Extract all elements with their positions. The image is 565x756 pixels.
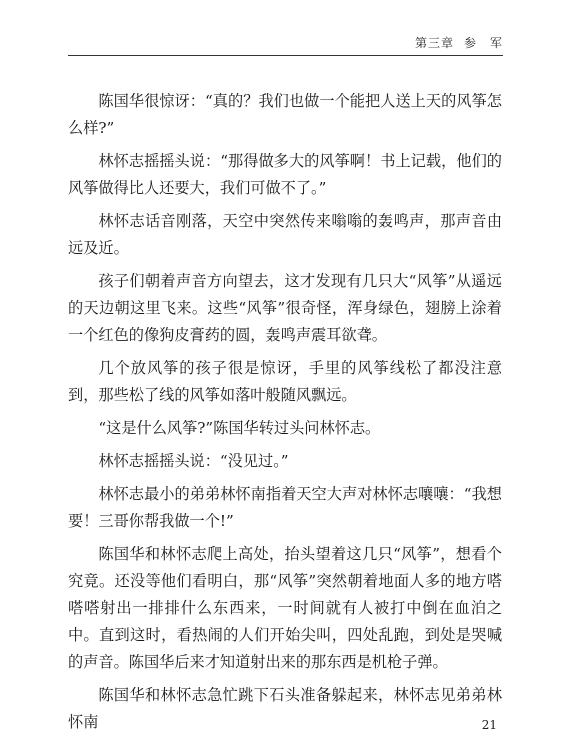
paragraph: 几个放风筝的孩子很是惊讶，手里的风筝线松了都没注意到，那些松了线的风筝如落叶般随风飘远。 <box>68 359 502 404</box>
chapter-number: 第三章 <box>414 36 454 50</box>
body-text <box>68 88 502 742</box>
chapter-title: 参 军 <box>463 36 503 50</box>
paragraph: 陈国华和林怀志爬上高处，抬头望着这几只“风筝”，想看个究竟。还没等他们看明白，那“风筝”突然朝着地面人多的地方嗒嗒嗒射出一排排什么东西来，一时间就有人被打中倒在血泊之中。直到这时，看热闹的人们开始尖叫，四处乱跑，到处是哭喊的声音。陈国华后来才知道射出来的那东西是机枪子弹。 <box>68 545 502 671</box>
paragraph: 孩子们朝着声音方向望去，这才发现有几只大“风筝”从遥远的天边朝这里飞来。这些“风筝”很奇怪，浑身绿色，翅膀上涂着一个红色的像狗皮膏药的圆，轰鸣声震耳欲聋。 <box>68 272 502 344</box>
page-number: 21 <box>481 718 497 732</box>
paragraph: 陈国华很惊讶：“真的？我们也做一个能把人送上天的风筝怎么样?” <box>68 92 502 137</box>
running-header <box>415 34 503 51</box>
paragraph: “这是什么风筝?”陈国华转过头问林怀志。 <box>98 419 381 437</box>
header-rule <box>68 55 503 56</box>
paragraph: 林怀志摇摇头说：“那得做多大的风筝啊！书上记载，他们的风筝做得比人还要大，我们可做不了。” <box>68 152 502 197</box>
paragraph: 林怀志最小的弟弟林怀南指着天空大声对林怀志嚷嚷：“我想要！三哥你帮我做一个!” <box>68 485 502 530</box>
paragraph: 林怀志摇摇头说：“没见过。” <box>98 452 289 470</box>
paragraph: 林怀志话音刚落，天空中突然传来嗡嗡的轰鸣声，那声音由远及近。 <box>68 212 502 257</box>
paragraph: 陈国华和林怀志急忙跳下石头准备躲起来，林怀志见弟弟林怀南 <box>68 686 502 731</box>
